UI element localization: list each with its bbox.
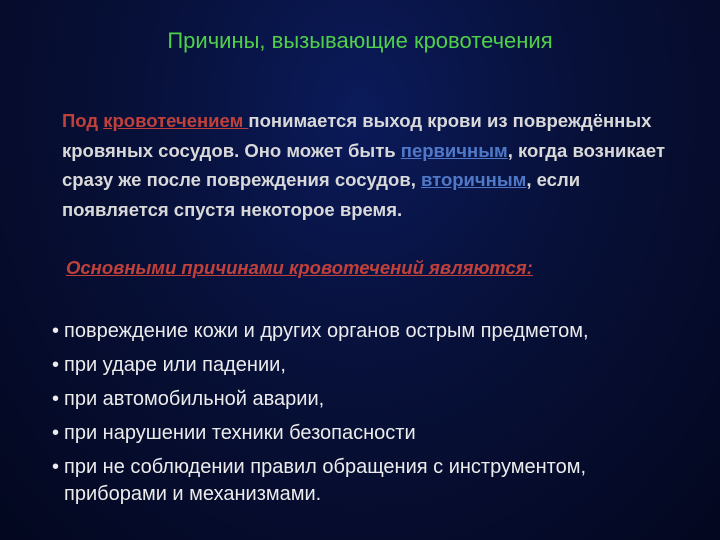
definition-part-4: , если появляется спустя некоторое время. <box>62 169 581 220</box>
list-item-text: повреждение кожи и других органов острым предметом, <box>64 320 589 342</box>
bullet-icon: • <box>52 456 60 478</box>
definition-part-1: Под <box>62 110 104 131</box>
list-item <box>52 318 692 345</box>
list-item-text: при не соблюдении правил обращения с инструментом, приборами и механизмами. <box>64 456 587 505</box>
reasons-list <box>52 318 692 515</box>
reasons-heading: Основными причинами кровотечений являются: <box>66 257 533 278</box>
list-item <box>52 420 692 447</box>
list-item <box>52 386 692 413</box>
definition-secondary: вторичным <box>421 169 527 190</box>
definition-paragraph <box>62 106 672 224</box>
definition-term: кровотечением <box>103 110 249 131</box>
bullet-icon: • <box>52 422 60 444</box>
definition-part-3: , когда возникает сразу же после повреждения сосудов, <box>62 139 666 190</box>
list-item <box>52 352 692 379</box>
bullet-icon: • <box>52 388 60 410</box>
list-item-text: при автомобильной аварии, <box>64 388 325 410</box>
definition-primary: первичным <box>400 139 508 161</box>
definition-part-2: понимается выход крови из повреждённых кровяных сосудов. Оно может быть <box>62 110 652 161</box>
list-item-text: при нарушении техники безопасности <box>64 422 416 444</box>
bullet-icon: • <box>52 320 60 342</box>
list-item-text: при ударе или падении, <box>64 354 286 376</box>
list-item <box>52 454 692 508</box>
bullet-icon: • <box>52 354 60 376</box>
slide-title: Причины, вызывающие кровотечения <box>167 28 553 53</box>
